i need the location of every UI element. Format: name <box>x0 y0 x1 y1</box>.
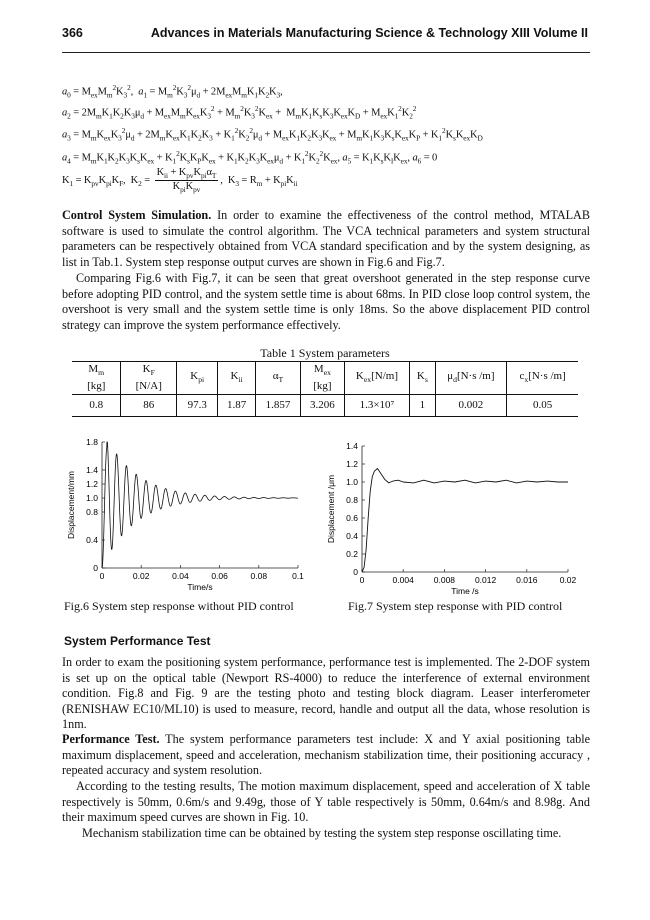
paragraph-results: According to the testing results, The motion maximum displacement, speed and acceleration of X table respectively is 50mm, 0.6m/s and 9.49g, those of Y table respectively is 50mm, 0.64m/s and 8.98g. And their maximum speed curves are shown in Fig. 10. <box>62 779 590 825</box>
table-header-cell: $c_x[N\cdot s$ /m] <box>507 362 578 395</box>
y-tick-label: 1.2 <box>86 479 98 489</box>
fig7-chart <box>326 438 588 600</box>
table-header-cell: $K_F$ [N/A] <box>121 362 177 395</box>
y-tick-label: 0 <box>353 567 358 577</box>
x-axis-label: Time/s <box>187 582 213 592</box>
x-tick-label: 0.06 <box>211 571 228 581</box>
y-tick-label: 0.2 <box>346 549 358 559</box>
table-header-cell: $M_m$ [kg] <box>72 362 121 395</box>
table-header-cell: $K_{pi}$ <box>177 362 218 395</box>
table-header-cell: $K_{ex}[N/m]$ <box>344 362 410 395</box>
x-tick-label: 0 <box>99 571 105 581</box>
table-cell: 0.8 <box>72 395 121 417</box>
page-number: 366 <box>62 26 83 40</box>
fig7-response-curve <box>362 469 568 573</box>
fig7-caption: Fig.7 System step response with PID control <box>348 599 563 613</box>
table-cell: 3.206 <box>301 395 344 417</box>
fig6-svg <box>62 434 322 600</box>
y-tick-label: 1.8 <box>86 437 98 447</box>
table-caption: Table 1 System parameters <box>260 346 390 360</box>
y-tick-label: 1.2 <box>346 459 358 469</box>
journal-title: Advances in Materials Manufacturing Science & Technology XIII Volume II <box>150 26 588 40</box>
y-tick-label: 1.0 <box>86 493 98 503</box>
x-tick-label: 0.004 <box>392 575 414 585</box>
y-tick-label: 0.8 <box>86 507 98 517</box>
y-tick-label: 0.6 <box>346 513 358 523</box>
equation-a2: $a_2 = 2M_mK_1K_2K_3\mu_d + M_{ex}M_mK_{ex}K_3^2 + M_m^2K_3^2K_{ex} + M_mK_1K_sK_3K_{ex}K_D + M_{ex}K_1^2K_2^2$ <box>62 104 417 121</box>
equation-a3: $a_3 = M_mK_{ex}K_3^2\mu_d + 2M_mK_{ex}K_1K_2K_3 + K_1^2K_2^2\mu_d + M_{ex}K_1K_2K_3K_{ex} + M_mK_1K_3K_sK_{ex}K_P + K_1^2K_sK_{ex}K_D$ <box>62 126 483 143</box>
table-header-cell: $\mu_d[N\cdot s$ /m] <box>435 362 507 395</box>
running-header <box>62 22 590 53</box>
x-tick-label: 0.04 <box>172 571 189 581</box>
section-title: System Performance Test <box>64 634 211 648</box>
x-tick-label: 0.1 <box>292 571 304 581</box>
y-tick-label: 0.4 <box>346 531 358 541</box>
y-tick-label: 0.8 <box>346 495 358 505</box>
table-cell: 86 <box>121 395 177 417</box>
fig6-caption: Fig.6 System step response without PID control <box>64 599 294 613</box>
x-tick-label: 0.016 <box>516 575 538 585</box>
y-tick-label: 1.0 <box>346 477 358 487</box>
table-cell: 0.002 <box>435 395 507 417</box>
x-tick-label: 0.008 <box>433 575 456 585</box>
table-row <box>72 395 578 417</box>
paragraph-body: In order to examine the effectiveness of the control method, MTALAB software is used to simulate the control algorithm. The VCA technical parameters and system structural parameters can be respectively obtained from VCA standard specification and by the system designing, as list in Tab.1. System step response output curves are shown in Fig.6 and Fig.7. <box>62 208 590 269</box>
table-header-cell: $K_{ii}$ <box>218 362 255 395</box>
x-tick-label: 0.02 <box>132 571 150 581</box>
table-cell: 0.05 <box>507 395 578 417</box>
y-axis-label: Displacement /μm <box>326 474 336 544</box>
system-parameters-table <box>72 361 578 417</box>
fig6-response-curve <box>102 442 298 568</box>
equation-k1-k3: $K_1 = K_{pv}K_{pi}K_F$, $K_2$ = $\frac{K_{ii} + K_{pv}K_{pi}\alpha_T}{K_{pi}K_{pv}}$ , $K_3 = R_m + K_{pi}K_{ii}$ <box>62 167 298 195</box>
table-header-cell: $\alpha_T$ <box>255 362 300 395</box>
paragraph-comparison: Comparing Fig.6 with Fig.7, it can be seen that great overshoot generated in the step response curve before adopting PID control, and the system settle time is about 68ms. In PID close loop control system, the overshoot is very small and the system settle time is only 18ms. So the above displacement PID control strategy can improve the system performance effectively. <box>62 271 590 332</box>
paragraph-performance-intro: In order to exam the positioning system performance, performance test is implemented. The 2-DOF system is set up on the optical table (Newport RS-4000) to reduce the interference of external environment condition. Fig.8 and Fig. 9 are the testing photo and testing block diagram. Leaser interferometer (RENISHAW EC10/ML10) is used to measure, record, handle and output all the data, whose resolution is 1nm. <box>62 655 590 732</box>
paragraph-simulation <box>62 208 590 270</box>
x-tick-label: 0 <box>359 575 365 585</box>
table-cell: 1.857 <box>255 395 300 417</box>
x-axis-label: Time /s <box>451 586 479 596</box>
equation-a4-a6: $a_4 = M_mK_1K_2K_3K_sK_{ex} + K_1^2K_sK_PK_{ex} + K_1K_2K_3K_{ex}\mu_d + K_1^2K_2^2K_{ex}$, $a_5 = K_1K_sK_IK_{ex}$, $a_6 = 0$ <box>62 149 438 166</box>
y-tick-label: 0.4 <box>86 535 98 545</box>
table-header-cell: $M_{ex}$ [kg] <box>301 362 344 395</box>
x-tick-label: 0.02 <box>559 575 577 585</box>
paragraph-lead: Control System Simulation. <box>62 208 212 222</box>
table-cell: 1 <box>410 395 435 417</box>
table-cell: 1.3×10⁷ <box>344 395 410 417</box>
table-cell: 97.3 <box>177 395 218 417</box>
paragraph-stabilization: Mechanism stabilization time can be obtained by testing the system step response oscillating time. <box>82 826 562 840</box>
y-axis-label: Displacement/mm <box>66 470 76 540</box>
x-tick-label: 0.08 <box>250 571 268 581</box>
paragraph-performance-test <box>62 732 590 779</box>
y-tick-label: 1.4 <box>346 441 358 451</box>
equation-a0-a1: $a_0 = M_{ex}M_m^2K_3^2$, $a_1 = M_m^2K_3^2\mu_d + 2M_{ex}M_mK_1K_2K_3$, <box>62 83 283 100</box>
paragraph-body: The system performance parameters test include: X and Y axial positioning table maximum displacement, speed and acceleration, mechanism stabilization time, their positioning accuracy , repeated accuracy and system resolution. <box>62 732 590 778</box>
paragraph-lead: Performance Test. <box>62 732 160 746</box>
y-tick-label: 1.4 <box>86 465 98 475</box>
table-header-cell: $K_s$ <box>410 362 435 395</box>
fig7-svg <box>326 438 588 600</box>
table-header-row <box>72 362 578 395</box>
x-tick-label: 0.012 <box>474 575 497 585</box>
table-cell: 1.87 <box>218 395 255 417</box>
y-tick-label: 0 <box>93 563 98 573</box>
fig6-chart <box>62 434 322 600</box>
